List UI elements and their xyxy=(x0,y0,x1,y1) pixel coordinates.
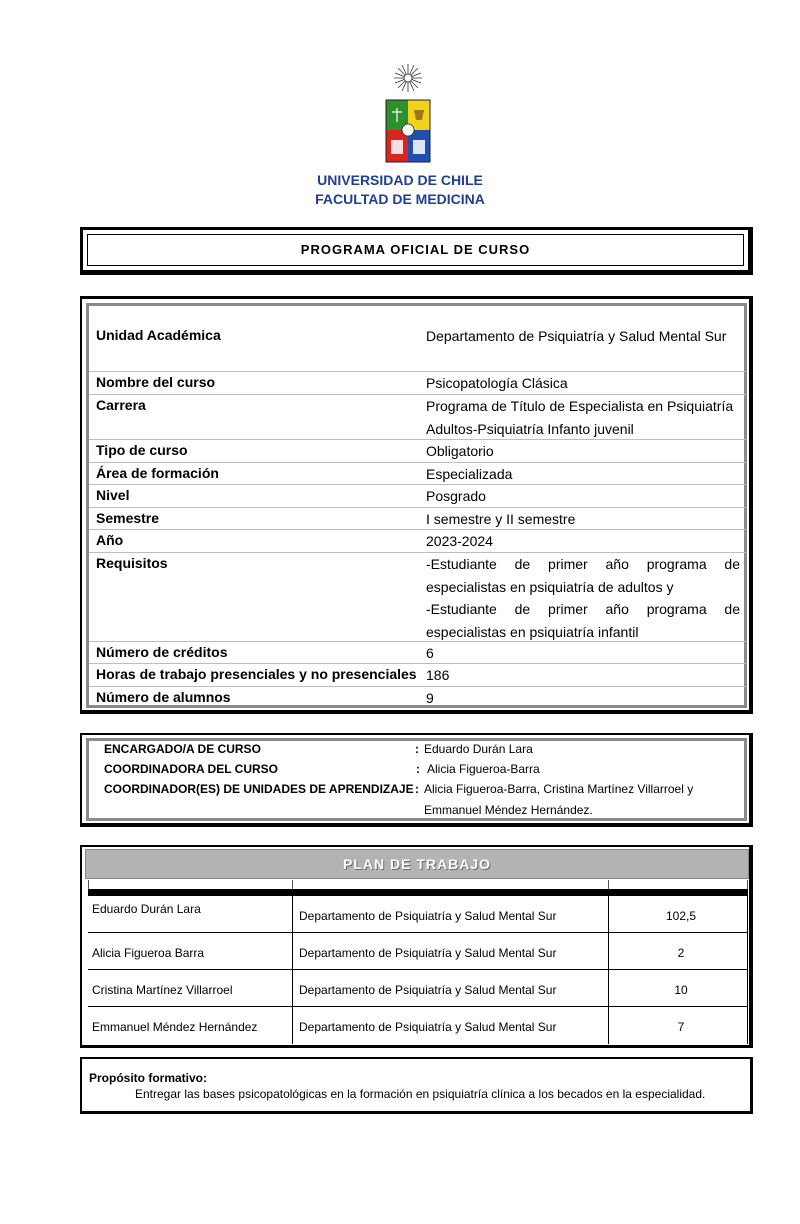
info-row xyxy=(89,463,746,485)
info-value: Psicopatología Clásica xyxy=(426,375,568,391)
info-value: 9 xyxy=(426,690,434,706)
info-value: Posgrado xyxy=(426,488,486,504)
info-value: Especializada xyxy=(426,466,513,482)
course-staff-box: ENCARGADO/A DE CURSO : Eduardo Durán Lara COORDINADORA DEL CURSO : Alicia Figueroa-Barra COORDINADOR(ES) DE UNIDADES DE APRENDIZAJE : Alicia Figueroa-Barra, Cristina Martínez Villarroel y Emmanuel Méndez Hernández. xyxy=(80,733,753,827)
info-label: Horas de trabajo presenciales y no presenciales xyxy=(96,666,417,682)
info-label: Semestre xyxy=(96,510,160,526)
info-row xyxy=(89,315,746,372)
staff-label: ENCARGADO/A DE CURSO xyxy=(104,742,261,756)
info-label: Carrera xyxy=(96,397,146,413)
info-row xyxy=(89,530,746,553)
info-value: 2023-2024 xyxy=(426,533,493,549)
info-row xyxy=(89,553,746,642)
staff-value: Alicia Figueroa-Barra xyxy=(427,762,540,776)
staff-value: Alicia Figueroa-Barra, Cristina Martínez Villarroel y xyxy=(424,782,694,796)
info-label: Área de formación xyxy=(96,465,219,481)
staff-department: Departamento de Psiquiatría y Salud Mental Sur xyxy=(299,946,557,960)
info-row xyxy=(89,395,746,440)
info-label: Año xyxy=(96,532,124,548)
staff-department: Departamento de Psiquiatría y Salud Mental Sur xyxy=(299,1020,557,1034)
info-value: Programa de Título de Especialista en Psiquiatría Adultos-Psiquiatría Infanto juvenil xyxy=(426,398,734,437)
work-plan-title: PLAN DE TRABAJO xyxy=(342,856,491,872)
staff-department: Departamento de Psiquiatría y Salud Mental Sur xyxy=(299,983,557,997)
document-title: PROGRAMA OFICIAL DE CURSO xyxy=(300,242,531,257)
info-label: Tipo de curso xyxy=(96,442,188,458)
work-plan-column-headers xyxy=(88,880,748,889)
table-row xyxy=(88,933,748,970)
table-row xyxy=(88,896,748,933)
table-row xyxy=(88,970,748,1007)
university-name: UNIVERSIDAD DE CHILE xyxy=(317,172,483,188)
info-value: 186 xyxy=(426,667,450,683)
staff-name: Eduardo Durán Lara xyxy=(92,902,201,916)
info-value: I semestre y II semestre xyxy=(426,511,576,527)
course-info-table xyxy=(80,296,753,714)
university-logo xyxy=(380,62,436,166)
staff-hours: 102,5 xyxy=(665,909,697,923)
info-row xyxy=(89,508,746,530)
work-plan-header xyxy=(85,849,749,879)
info-label: Requisitos xyxy=(96,555,168,571)
info-row xyxy=(89,687,746,709)
info-label: Número de créditos xyxy=(96,644,228,660)
info-row xyxy=(89,372,746,395)
staff-value: Eduardo Durán Lara xyxy=(424,742,533,756)
info-row xyxy=(89,485,746,508)
document-title-box xyxy=(80,227,753,275)
info-label: Nombre del curso xyxy=(96,374,216,390)
staff-department: Departamento de Psiquiatría y Salud Mental Sur xyxy=(299,909,557,923)
purpose-text: Entregar las bases psicopatológicas en la formación en psiquiatría clínica a los becados en la especialidad. xyxy=(135,1087,706,1101)
info-label: Unidad Académica xyxy=(96,327,221,343)
info-row xyxy=(89,440,746,463)
info-value: 6 xyxy=(426,645,434,661)
staff-name: Alicia Figueroa Barra xyxy=(92,946,205,960)
info-row xyxy=(89,664,746,687)
info-label: Nivel xyxy=(96,487,130,503)
course-purpose-box xyxy=(80,1057,753,1114)
institution-heading xyxy=(0,171,800,209)
info-value: -Estudiante de primer año programa de especialistas en psiquiatría de adultos y -Estudiante de primer año programa de especialistas en psiquiatría infantil xyxy=(426,556,740,640)
purpose-label: Propósito formativo: xyxy=(89,1071,208,1085)
work-plan-divider xyxy=(88,889,748,896)
info-label: Número de alumnos xyxy=(96,689,231,705)
info-value: Obligatorio xyxy=(426,443,494,459)
info-value: Departamento de Psiquiatría y Salud Mental Sur xyxy=(426,328,727,344)
staff-hours: 10 xyxy=(674,983,688,997)
faculty-name: FACULTAD DE MEDICINA xyxy=(315,191,485,207)
staff-value: Emmanuel Méndez Hernández. xyxy=(424,803,593,817)
info-row xyxy=(89,642,746,664)
staff-label: COORDINADOR(ES) DE UNIDADES DE APRENDIZAJE xyxy=(104,782,414,796)
table-row xyxy=(88,1007,748,1044)
work-plan-table xyxy=(80,845,753,1048)
staff-hours: 7 xyxy=(677,1020,685,1034)
staff-name: Cristina Martínez Villarroel xyxy=(92,983,233,997)
staff-hours: 2 xyxy=(677,946,685,960)
staff-name: Emmanuel Méndez Hernández xyxy=(92,1020,258,1034)
staff-label: COORDINADORA DEL CURSO xyxy=(104,762,279,776)
